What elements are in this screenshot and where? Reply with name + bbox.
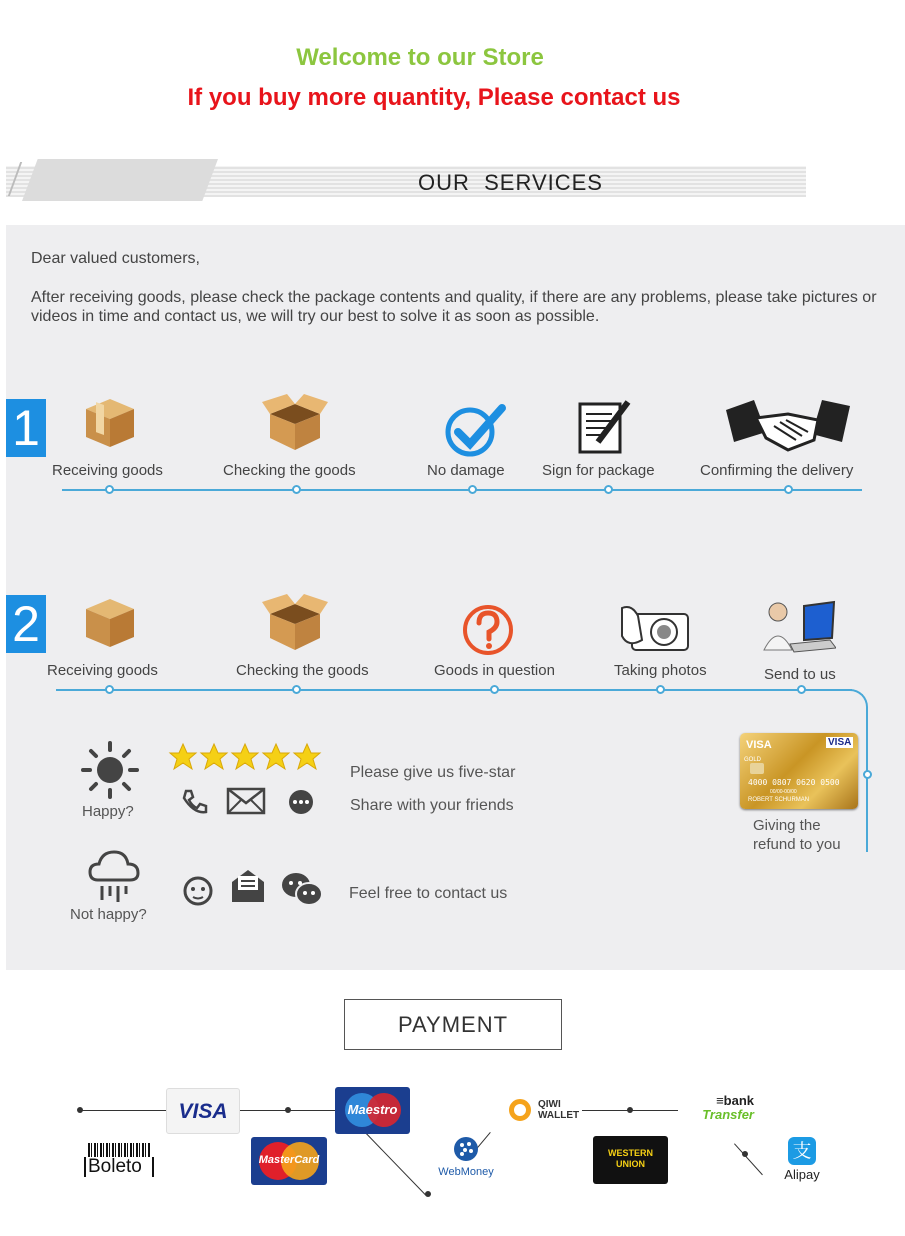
western-union-logo <box>593 1136 668 1184</box>
contact-us-text: Feel free to contact us <box>349 885 508 902</box>
not-happy-label: Not happy? <box>70 906 147 923</box>
payment-dot <box>425 1191 431 1197</box>
flow1-timeline <box>62 489 862 491</box>
phone-icon <box>180 788 208 816</box>
payment-dot <box>627 1107 633 1113</box>
card-chip <box>750 763 764 774</box>
card-holder: ROBERT SCHURMAN <box>748 797 810 803</box>
union-text: UNION <box>616 1159 645 1169</box>
bank-transfer-logo: ≡bank Transfer <box>680 1094 754 1124</box>
flow2-timeline <box>56 689 852 691</box>
qiwi-text-bottom: WALLET <box>538 1110 580 1121</box>
flow1-dot-3 <box>468 485 477 494</box>
rain-cloud-icon <box>88 848 140 904</box>
open-box-icon <box>262 392 328 454</box>
refund-text: Giving the refund to you <box>753 817 841 853</box>
payment-diagonal <box>366 1133 426 1196</box>
box-icon <box>82 395 138 451</box>
payment-line <box>80 1110 166 1111</box>
qq-face-icon <box>182 875 214 907</box>
flow1-dot-1 <box>105 485 114 494</box>
wechat-icon <box>280 870 324 908</box>
boleto-logo <box>84 1143 156 1177</box>
webmoney-text: WebMoney <box>438 1166 494 1178</box>
mastercard-text: MasterCard <box>258 1154 320 1166</box>
support-agent-icon <box>760 598 836 656</box>
five-stars-icon <box>168 742 322 772</box>
services-title: OUR SERVICES <box>418 170 603 195</box>
instructions-text: After receiving goods, please check the package contents and quality, if there are any problems, please take pictures or videos in time and contact us, we will try our best to solve it as soon as possible. <box>31 289 877 325</box>
flow2-dot-5 <box>797 685 806 694</box>
welcome-title: Welcome to our Store <box>296 44 544 71</box>
open-box-icon <box>262 592 328 654</box>
flow1-step-no-damage: No damage <box>427 462 505 479</box>
card-dates: 00/00-00/00 <box>770 789 797 795</box>
handshake-icon <box>726 400 850 456</box>
flow1-step-confirm: Confirming the delivery <box>700 462 854 479</box>
flow2-step-checking: Checking the goods <box>236 662 369 679</box>
payment-dot <box>285 1107 291 1113</box>
alipay-logo <box>776 1137 828 1185</box>
alipay-icon: 支 <box>788 1137 816 1165</box>
card-number: 4000 0807 0620 0500 <box>748 778 840 787</box>
flow1-dot-5 <box>784 485 793 494</box>
contact-notice: If you buy more quantity, Please contact us <box>187 84 681 111</box>
bank-text: bank <box>723 1093 754 1108</box>
mastercard-logo <box>251 1137 327 1185</box>
card-visa-left: VISA <box>746 739 772 751</box>
envelope-message-icon <box>230 866 266 904</box>
transfer-text: Transfer <box>702 1107 754 1122</box>
flow2-dot-refund <box>863 770 872 779</box>
step-number-2: 2 <box>6 595 46 653</box>
flow1-dot-4 <box>604 485 613 494</box>
flow2-step-question: Goods in question <box>434 662 555 679</box>
checkmark-icon <box>444 402 510 458</box>
flow1-step-sign: Sign for package <box>542 462 655 479</box>
qiwi-logo <box>507 1096 583 1126</box>
card-tier: GOLD <box>744 757 762 763</box>
sign-document-icon <box>576 398 634 456</box>
webmoney-logo <box>436 1136 496 1184</box>
services-banner-tab <box>22 159 218 201</box>
box-icon <box>82 595 138 651</box>
card-visa-right: VISA <box>828 737 852 748</box>
step-number-1: 1 <box>6 399 46 457</box>
chat-bubble-icon <box>287 789 315 817</box>
flow1-step-checking: Checking the goods <box>223 462 356 479</box>
payment-dot <box>77 1107 83 1113</box>
mail-icon <box>226 787 266 815</box>
flow2-step-receiving: Receiving goods <box>47 662 158 679</box>
flow2-dot-3 <box>490 685 499 694</box>
five-star-text: Please give us five-star <box>350 764 516 781</box>
flow2-dot-4 <box>656 685 665 694</box>
payment-dot <box>742 1151 748 1157</box>
sun-icon <box>80 740 140 800</box>
payment-diagonal <box>734 1143 763 1175</box>
share-text: Share with your friends <box>350 797 514 814</box>
maestro-text: Maestro <box>347 1102 398 1117</box>
flow2-dot-2 <box>292 685 301 694</box>
greeting-text: Dear valued customers, <box>31 250 200 267</box>
payment-title: PAYMENT <box>344 999 562 1050</box>
flow2-step-photos: Taking photos <box>614 662 707 679</box>
boleto-text: Boleto <box>88 1156 142 1177</box>
western-text: WESTERN <box>608 1148 653 1158</box>
happy-label: Happy? <box>82 803 134 820</box>
question-icon <box>461 603 515 657</box>
gold-card-image <box>740 733 858 809</box>
flow2-dot-1 <box>105 685 114 694</box>
camera-icon <box>618 600 696 658</box>
flow1-dot-2 <box>292 485 301 494</box>
visa-logo: VISA <box>166 1088 240 1134</box>
alipay-text: Alipay <box>784 1167 820 1182</box>
flow1-step-receiving: Receiving goods <box>52 462 163 479</box>
flow2-step-send: Send to us <box>764 666 836 683</box>
maestro-logo <box>335 1087 410 1134</box>
flow2-timeline-down <box>866 710 868 852</box>
qiwi-text-top: QIWI <box>538 1099 561 1110</box>
